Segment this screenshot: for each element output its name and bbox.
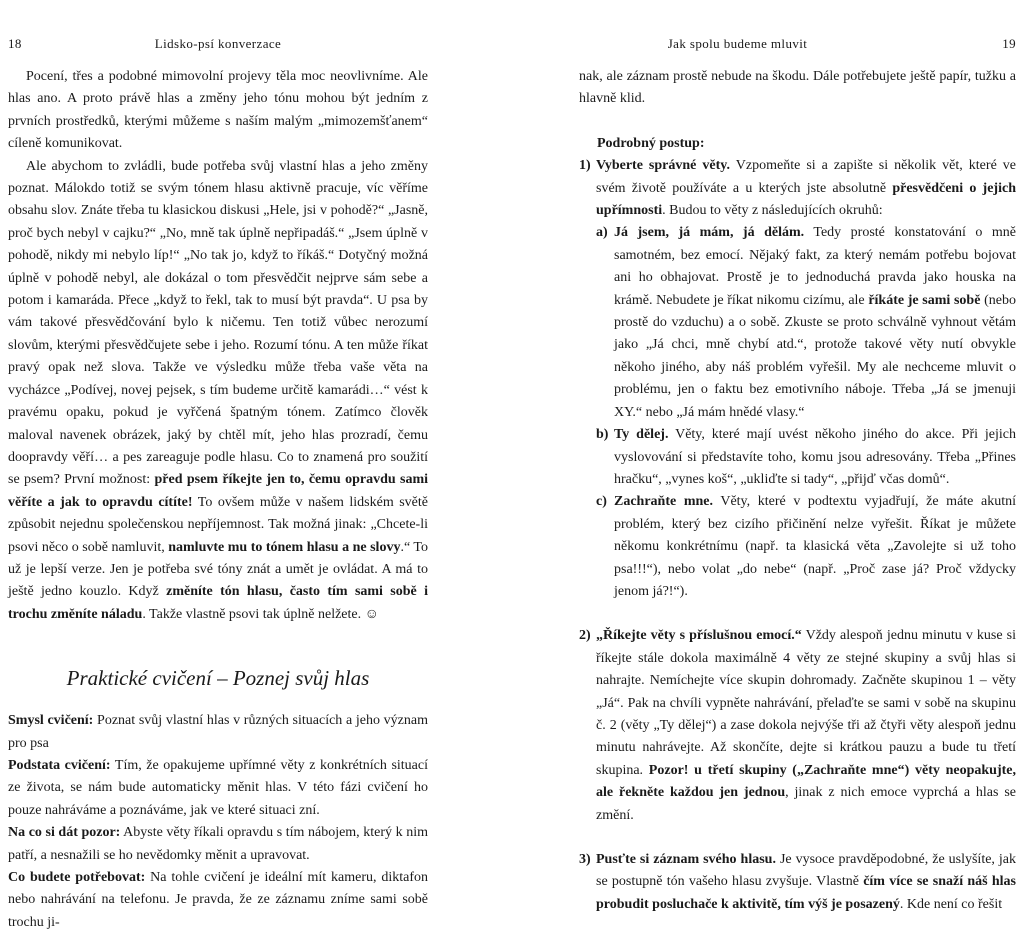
emphasis: Vyberte správné věty. xyxy=(596,158,731,174)
section-title: Praktické cvičení – Poznej svůj hlas xyxy=(66,666,370,691)
sub-text xyxy=(614,424,1016,491)
step-marker: 3) xyxy=(579,852,591,867)
definition-text: Poznat svůj vlastní hlas v různých situacích a jeho význam pro psa xyxy=(8,713,428,751)
page-number: 18 xyxy=(8,36,22,51)
emphasis: Pozor! u třetí skupiny („Zachraňte mne“) věty neopakujte, ale řekněte každou jen jednou xyxy=(596,762,1016,801)
emphasis: čím více se snaží náš hlas probudit posluchače k aktivitě, tím výš je posazený xyxy=(596,874,1016,912)
step-item xyxy=(579,155,1016,603)
definition xyxy=(8,710,428,755)
sub-marker: a) xyxy=(596,225,608,241)
definition-term: Smysl cvičení: xyxy=(8,713,94,729)
text-run: Ale abychom to zvládli, bude potřeba svůj vlastní hlas a jeho změny poznat. Málokdo totiž se svým tónem hlasu aktivně pracuje, víc věříme obsahu slov. Znáte třeba tu klasickou diskusi „Hele, jsi v pohodě?“ „Jasně, proč bych nebyl v cajku?“ „No, mně tak úplně nepřipadáš.“ „Jsem úplně v pohodě, nikdy mi nebylo líp!“ „No tak jo, když to říkáš.“ Dotyčný možná úplně v pohodě nebyl, ale dokázal o tom přesvědčit nejprve sám sebe a potom i kamaráda. Přece „když to řekl, tak to musí být pravda“. U psa by vám takové přesvědčování bylo k ničemu. Ten totiž vůbec nerozumí slovům, kterými přesvědčujete sebe i jeho. Rozumí tónu. A ten může říkat pravý opak než slova. Takže ve výsledku může třeba vaše věta na vycházce „Podívej, novej pejsek, s tím budeme určitě kamarádi…“ vést k pravému opaku, pokud je vyřčená špatným tónem. Zatímco člověk maloval navenek obrázek, jaký by chtěl mít, jeho hlas prozradí, čemu doopravdy věří… a pes zareaguje podle hlasu. Co to znamená pro soužití se psem? První možnost: xyxy=(8,158,428,488)
definition xyxy=(8,822,428,867)
left-page xyxy=(8,0,429,930)
page-number: 19 xyxy=(1002,36,1016,51)
step-text xyxy=(596,155,1016,222)
definition xyxy=(8,755,428,822)
text-run: , jinak z nich emoce vyprchá a hlas se změní. xyxy=(596,785,1016,823)
definition-text: Abyste věty říkali opravdu s tím nábojem, který k nim patří, a nesnažili se ho nevědomky měnit a upravovat. xyxy=(8,825,428,863)
paragraph xyxy=(8,156,428,627)
step-item xyxy=(579,625,1016,827)
step-marker: 1) xyxy=(579,158,591,174)
step-text xyxy=(596,625,1016,827)
text-run: Tedy prosté konstatování o mně samotném, bez emocí. Nějaký fakt, za který nemám potřebu bojovat ani ho obhajovat. Prostě je to jednoduchá pravda jako houska na krámě. Nebudete je říkat nikomu cizímu, ale xyxy=(614,225,1016,308)
text-run: Vždy alespoň jednu minutu v kuse si říkejte stále dokola maximálně 4 věty ze stejné skupiny a svůj hlas si nahrajte. Nemíchejte více skupin dohromady. Začněte skupinou 1 – věty „Já“. Pak na chvíli vypněte nahrávání, přelaďte se sami v sobě na skupinu č. 2 (věty „Ty dělej“) a zase dokola nejvýše tři až čtyři věty alespoň jednu minutu nahrávejte. Až skončíte, dejte si krátkou pauzu a bude tu třetí skupina. xyxy=(596,628,1016,778)
sub-item xyxy=(596,491,1016,603)
emphasis: přesvědčeni o jejich upřímnosti xyxy=(596,180,1016,219)
spacer xyxy=(579,603,1016,625)
text-run: .“ To už je lepší verze. Jen je potřeba své tóny znát a umět je ovládat. A má to ještě jedno kouzlo. Když xyxy=(8,539,428,600)
sub-text xyxy=(614,222,1016,424)
sub-text xyxy=(614,491,1016,603)
heading-text: Podrobný postup: xyxy=(597,135,705,151)
definition xyxy=(8,867,428,934)
text-run: Věty, které mají uvést někoho jiného do akce. Při jejich vyslovování si představíte toho, komu jsou adresovány. Třeba „Přines hračku“, „vynes koš“, „ukliďte si tady“, „přijď včas domů“. xyxy=(614,427,1016,487)
step-marker: 2) xyxy=(579,628,591,644)
emphasis: před psem říkejte jen to, čemu opravdu sami věříte a jak to opravdu cítíte! xyxy=(8,472,428,510)
text-run: (nebo prostě do vzduchu) a o sobě. Zkuste se proto schválně vyhnout větám jako „Já chci, mně chybí atd.“, protože takové věty nutí obvykle někoho jiného, aby náš problém vyřešil. My ale nechceme mluvit o problému, jen o faktu bez emotivního náboje. Třeba „Já se jmenuji XY.“ nebo „Já mám hnědé vlasy.“ xyxy=(614,292,1016,420)
sub-marker: c) xyxy=(596,494,607,510)
definition-text: Tím, že opakujeme upřímné věty z konkrétních situací ze života, se nám bude automaticky měnit hlas. V této fázi cvičení ho pouze nahráváme a poznáváme, jak ve které situaci zní. xyxy=(8,757,428,818)
emphasis: „Říkejte věty s příslušnou emocí.“ xyxy=(596,628,802,644)
procedure-heading xyxy=(579,133,1016,155)
text-run: Je vysoce pravděpodobné, že uslyšíte, jak se postupně tón vašeho hlasu zvyšuje. Vlastně xyxy=(596,852,1017,890)
definition-term: Podstata cvičení: xyxy=(8,757,111,773)
step-text xyxy=(596,849,1016,916)
right-page xyxy=(579,0,1017,912)
text-run: . Kde není co řešit xyxy=(899,896,1003,912)
left-page-body xyxy=(8,66,428,934)
emphasis: namluvte mu to tónem hlasu a ne slovy xyxy=(168,539,401,555)
text-run: Vzpomeňte si a zapište si několik vět, které ve svém životě používáte a u kterých jste absolutně xyxy=(596,158,1017,196)
paragraph: nak, ale záznam prostě nebude na škodu. Dále potřebujete ještě papír, tužku a hlavně klid. xyxy=(579,69,1016,107)
emphasis: Zachraňte mne. xyxy=(614,494,713,510)
definition-text: Na tohle cvičení je ideální mít kameru, diktafon nebo nahrávání na telefonu. Je pravda, že ze záznamu zníme sami sobě trochu ji- xyxy=(8,870,429,930)
step-item xyxy=(579,849,1016,916)
text-run: . Budou to věty z následujících okruhů: xyxy=(662,203,883,219)
right-page-body xyxy=(579,66,1016,916)
emphasis: Pusťte si záznam svého hlasu. xyxy=(596,852,776,867)
spacer xyxy=(579,111,1016,133)
text-run: To ovšem může v našem lidském světě způsobit nejednu společenskou nepříjemnost. Tak možná jinak: „Chcete-li psovi něco o sobě namluvit, xyxy=(8,494,428,555)
sub-item xyxy=(596,424,1016,491)
text-run: . Takže vlastně psovi tak úplně nelžete. ☺ xyxy=(142,606,379,622)
emphasis: říkáte je sami sobě xyxy=(868,292,981,308)
running-header-left xyxy=(8,35,428,53)
emphasis: Ty dělej. xyxy=(614,427,669,443)
text-run: Věty, které v podtextu vyjadřují, že máte akutní problém, který bez cizího přičinění nelze vyřešit. Říkat je můžete někomu konkrétnímu (např. ta klasická věta „Zavolejte si už toho psa!!!“), nebo volat „do nebe“ (např. „Proč zase já? Proč vždycky jenom já?!“). xyxy=(614,494,1016,599)
emphasis: Já jsem, já mám, já dělám. xyxy=(614,225,805,241)
sub-item xyxy=(596,222,1016,424)
running-title: Jak spolu budeme mluvit xyxy=(667,36,808,51)
running-header-right xyxy=(579,35,1016,53)
definition-term: Co budete potřebovat: xyxy=(8,870,146,885)
emphasis: změníte tón hlasu, často tím sami sobě i trochu změníte náladu xyxy=(8,584,428,622)
spacer xyxy=(579,827,1016,849)
sub-marker: b) xyxy=(596,427,609,443)
running-title: Lidsko-psí konverzace xyxy=(154,36,282,51)
paragraph: Pocení, třes a podobné mimovolní projevy těla moc neovlivníme. Ale hlas ano. A proto právě hlas a změny jeho tónu mohou být jedním z prvních prostředků, kterými můžeme s naším malým „mimozemšťanem“ cíleně komunikovat. xyxy=(8,69,428,152)
definition-term: Na co si dát pozor: xyxy=(8,825,121,841)
